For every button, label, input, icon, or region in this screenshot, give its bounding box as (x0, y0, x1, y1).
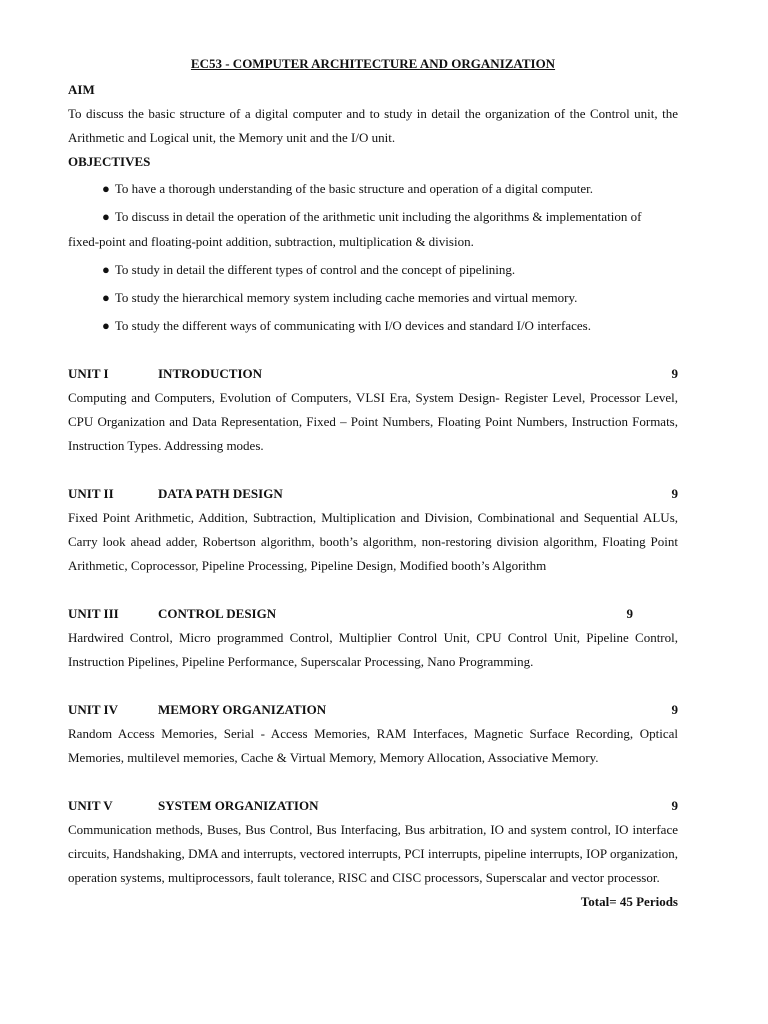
unit-content: Communication methods, Buses, Bus Control, Bus Interfacing, Bus arbitration, IO and system control, IO interface circuits, Handshaking, DMA and interrupts, vectored interrupts, PCI interrupts, pipeline interrupts, IOP organization, operation systems, multiprocessors, fault tolerance, RISC and CISC processors, Superscalar and vector processor. (68, 822, 678, 885)
objective-text: To study in detail the different types of control and the concept of pipelining. (114, 262, 516, 277)
bullet-icon: ● (102, 290, 110, 305)
unit-heading (68, 602, 678, 626)
unit-title: SYSTEM ORGANIZATION (158, 798, 319, 813)
objective-item (102, 313, 678, 338)
unit-heading (68, 794, 678, 818)
unit-section (68, 482, 678, 578)
unit-number: UNIT II (68, 486, 114, 501)
objective-item (102, 285, 678, 310)
unit-content: Random Access Memories, Serial - Access Memories, RAM Interfaces, Magnetic Surface Recording, Optical Memories, multilevel memories, Cache & Virtual Memory, Memory Allocation, Associative Memory. (68, 726, 678, 765)
objective-item (68, 204, 678, 254)
objective-item (102, 257, 678, 282)
unit-section (68, 602, 678, 674)
bullet-icon: ● (102, 209, 110, 224)
unit-hours: 9 (626, 606, 633, 621)
unit-number: UNIT III (68, 606, 119, 621)
unit-hours: 9 (671, 486, 678, 501)
unit-content: Fixed Point Arithmetic, Addition, Subtraction, Multiplication and Division, Combinational and Sequential ALUs, Carry look ahead adder, Robertson algorithm, booth’s algorithm, non-restoring division algorithm, Floating Point Arithmetic, Coprocessor, Pipeline Processing, Pipeline Design, Modified booth’s Algorithm (68, 510, 678, 573)
unit-heading (68, 482, 678, 506)
unit-section (68, 794, 678, 890)
unit-content: Hardwired Control, Micro programmed Control, Multiplier Control Unit, CPU Control Unit, Pipeline Control, Instruction Pipelines, Pipeline Performance, Superscalar Processing, Nano Programming. (68, 630, 678, 669)
unit-content: Computing and Computers, Evolution of Computers, VLSI Era, System Design- Register Level, Processor Level, CPU Organization and Data Representation, Fixed – Point Numbers, Floating Point Numbers, Instruction Formats, Instruction Types. Addressing modes. (68, 390, 678, 453)
objectives-heading: OBJECTIVES (68, 154, 151, 169)
unit-title: MEMORY ORGANIZATION (158, 702, 327, 717)
unit-title: INTRODUCTION (158, 366, 263, 381)
unit-hours: 9 (671, 366, 678, 381)
syllabus-page (68, 52, 678, 914)
objective-text: To discuss in detail the operation of the arithmetic unit including the algorithms & implementation of (114, 209, 642, 224)
unit-section (68, 362, 678, 458)
objective-text: To have a thorough understanding of the basic structure and operation of a digital computer. (114, 181, 594, 196)
unit-section (68, 698, 678, 770)
unit-number: UNIT V (68, 798, 113, 813)
total-periods: Total= 45 Periods (580, 894, 678, 909)
bullet-icon: ● (102, 262, 110, 277)
unit-number: UNIT I (68, 366, 109, 381)
unit-hours: 9 (671, 798, 678, 813)
bullet-icon: ● (102, 181, 110, 196)
objective-item (102, 176, 678, 201)
objective-text: To study the hierarchical memory system including cache memories and virtual memory. (114, 290, 578, 305)
unit-number: UNIT IV (68, 702, 118, 717)
objective-text-continuation: fixed-point and floating-point addition, subtraction, multiplication & division. (68, 234, 474, 249)
objectives-list (68, 176, 678, 338)
aim-text: To discuss the basic structure of a digital computer and to study in detail the organization of the Control unit, the Arithmetic and Logical unit, the Memory unit and the I/O unit. (68, 106, 678, 145)
aim-heading: AIM (68, 82, 95, 97)
unit-heading (68, 698, 678, 722)
unit-title: CONTROL DESIGN (158, 606, 277, 621)
bullet-icon: ● (102, 318, 110, 333)
unit-title: DATA PATH DESIGN (158, 486, 283, 501)
page-title: EC53 - COMPUTER ARCHITECTURE AND ORGANIZATION (190, 56, 556, 71)
unit-hours: 9 (671, 702, 678, 717)
objective-text: To study the different ways of communicating with I/O devices and standard I/O interfaces. (114, 318, 591, 333)
unit-heading (68, 362, 678, 386)
